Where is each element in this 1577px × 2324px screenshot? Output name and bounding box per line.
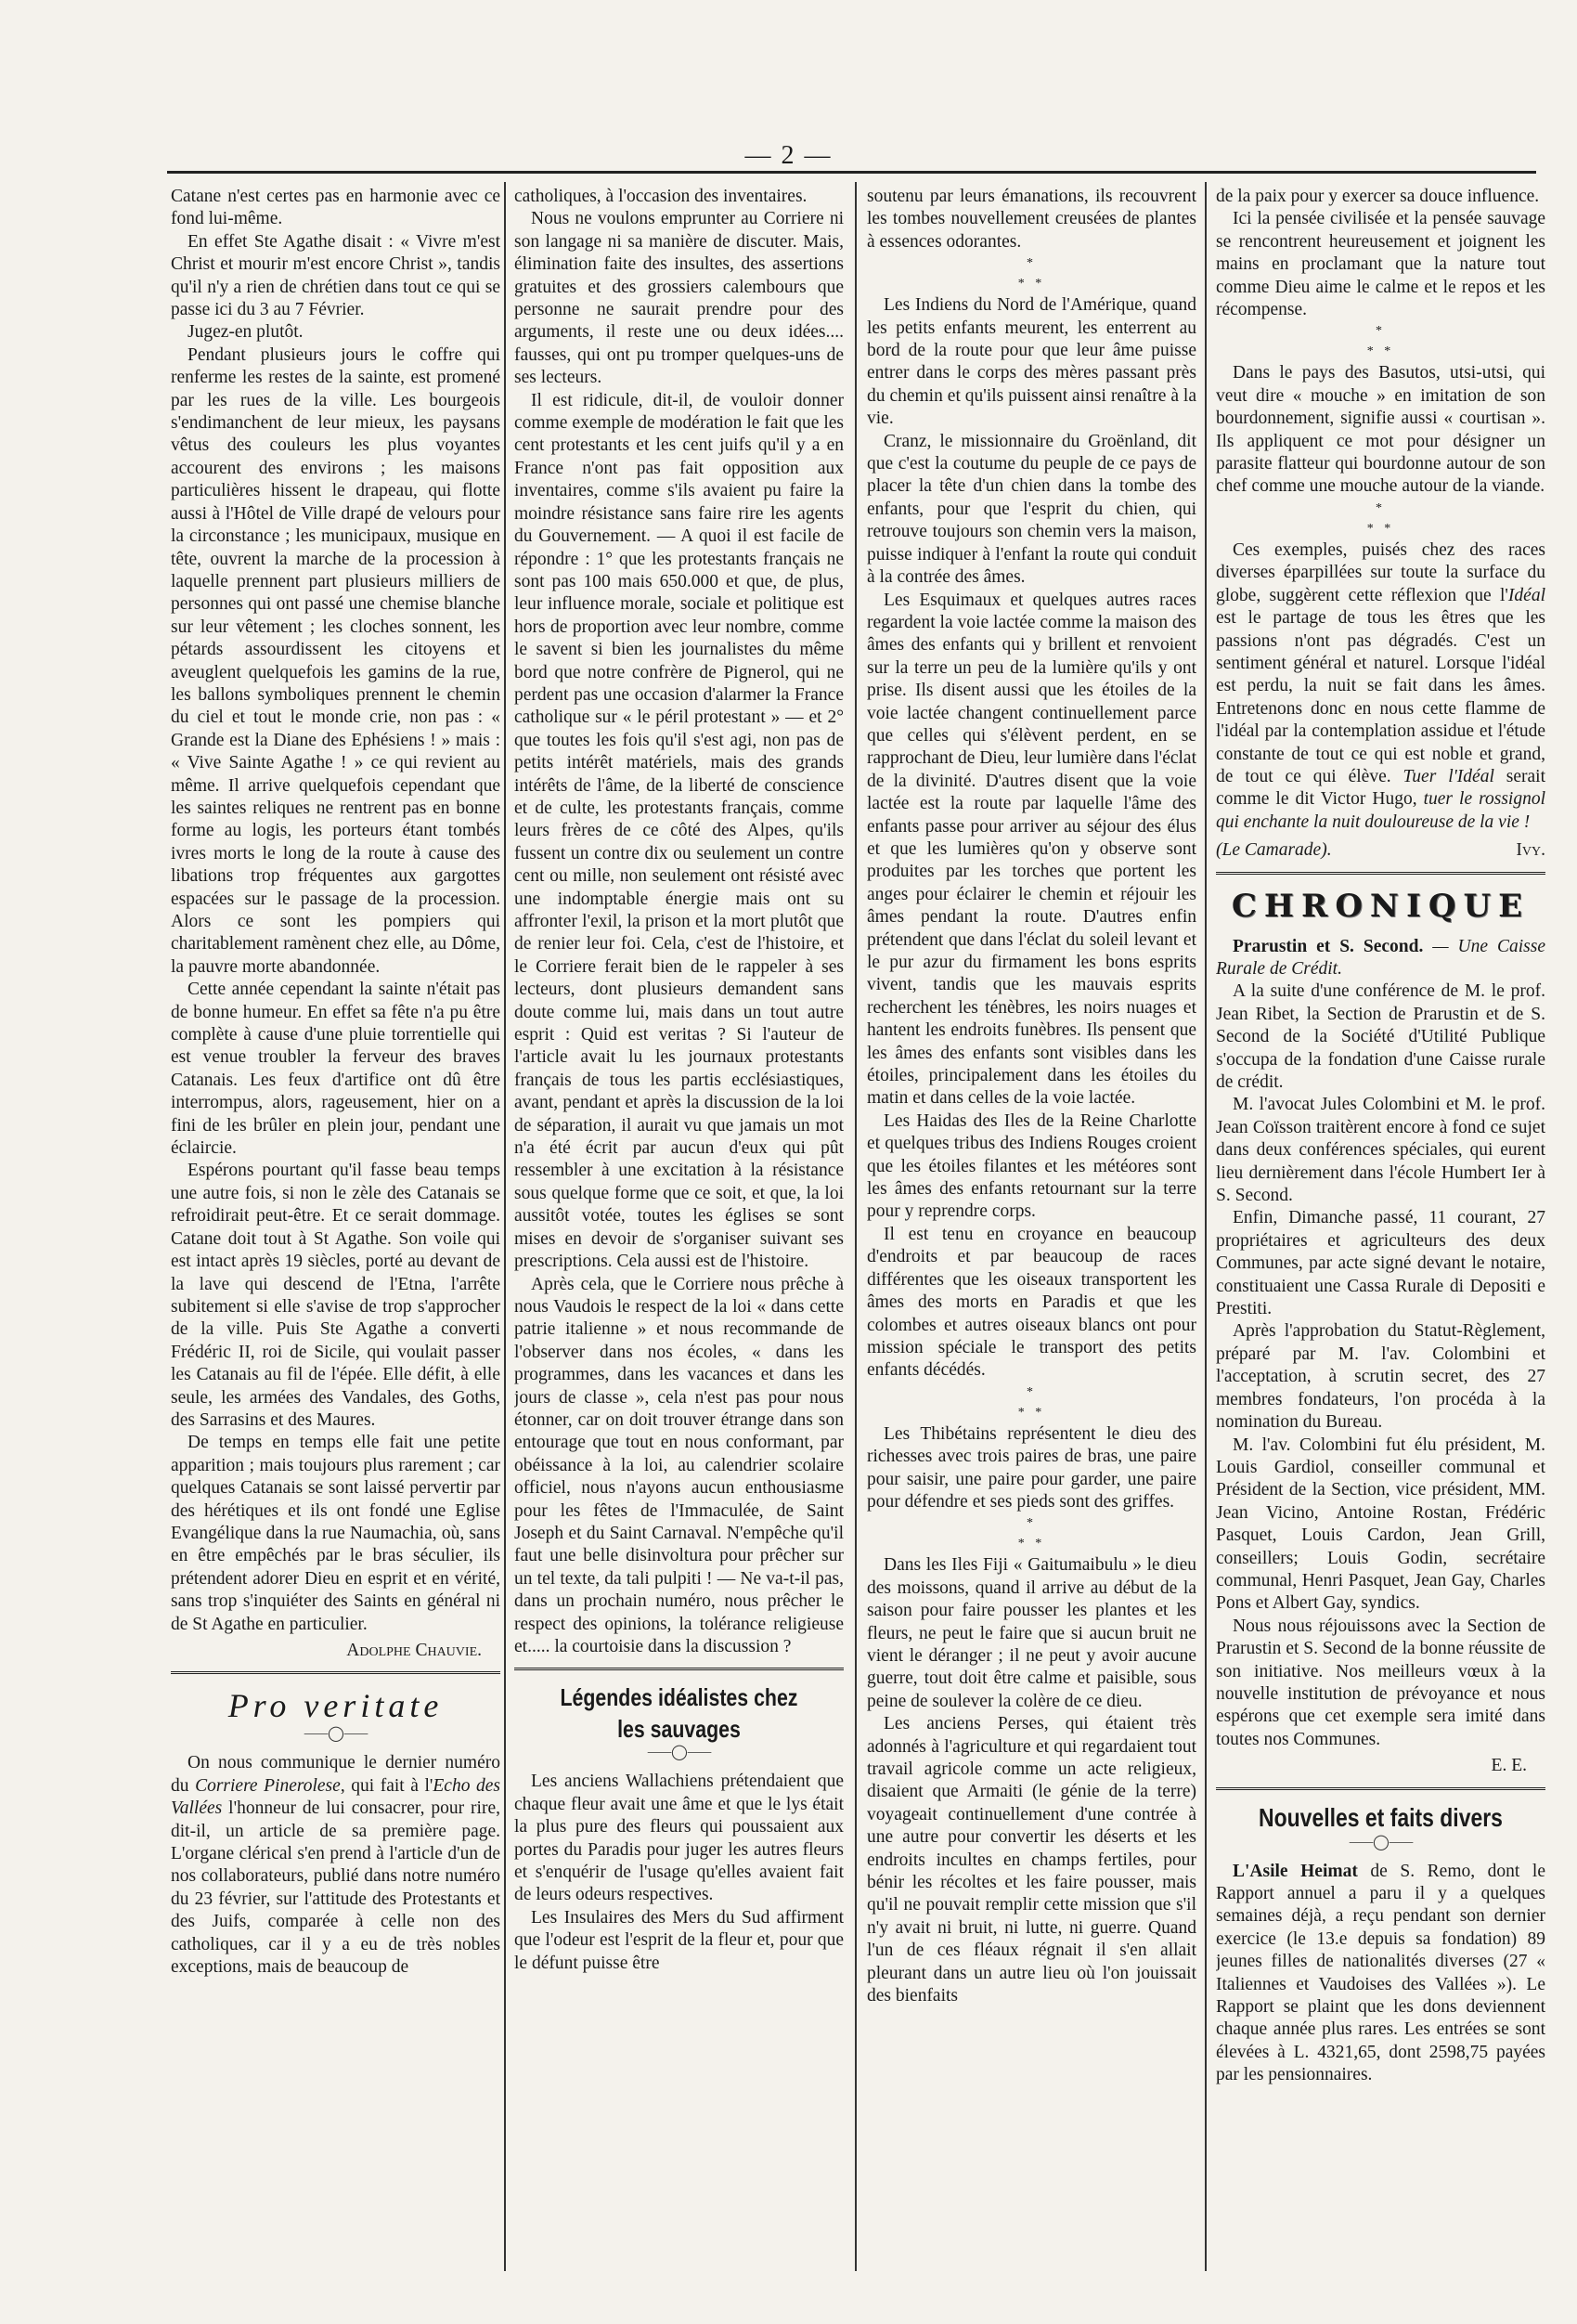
run-in-heading: Prarustin et S. Second. (1233, 936, 1424, 956)
heading-text: Légendes idéalistes chez les sauvages (560, 1683, 798, 1744)
paragraph: Jugez-en plutôt. (187, 322, 304, 343)
author-signature: Ivy. (1516, 840, 1545, 861)
asterism-icon: * * * (1017, 256, 1046, 292)
paragraph: catholiques, à l'occasion des inventaires. (514, 187, 808, 206)
asterism-icon: * * * (1366, 324, 1395, 359)
paragraph: En effet Ste Agathe disait : « Vivre m'est Christ et mourir m'est encore Christ », tandis qu'il n'y a rien de chrétien dans tout ce qui se passe ici du 3 au 7 Février. (171, 231, 500, 320)
heading-text: Pro veritate (227, 1687, 444, 1725)
paragraph: Cette année cependant la sainte n'était pas de bonne humeur. En effet sa fête n'a pu être complète à cause d'une pluie torrentielle qui est venue troubler la ferveur des braves Catanais. Les feux d'artifice ont dû être interrompus, alors, rageusement, hier on a fini de les brûler en plein jour, pendant une éclaircie. (171, 980, 500, 1159)
heading-text: CHRONIQUE (1231, 887, 1531, 925)
text-run: Echo des Vallées (171, 1775, 500, 1819)
paragraph (1216, 936, 1545, 981)
paragraph: Les Indiens du Nord de l'Amérique, quand les petits enfants meurent, les enterrent au bord de la route pour que leur âme puisse entrer dans le corps des mères passant près du chemin et qu'ils puissent ainsi renaître à la vie. (867, 295, 1196, 429)
paragraph: soutenu par leurs émanations, ils recouvrent les tombes nouvellement creusées de plantes à essences odorantes. (867, 187, 1196, 252)
text-run: , qui fait à l' (340, 1775, 433, 1796)
text-run: serait comme le dit Victor Hugo, (1216, 766, 1545, 810)
paragraph: Ici la pensée civilisée et la pensée sauvage se rencontrent heureusement et joignent les mains en proclamant que la nature tout comme Dieu aime le calme et le repos et les récompense. (1216, 209, 1545, 320)
paragraph: de la paix pour y exercer sa douce influence. (1216, 187, 1540, 206)
text-run: Ces exemples, puisés chez des races diverses éparpillées sur toute la surface du globe, suggèrent cette réflexion que l' (1216, 539, 1545, 605)
section-heading-chronique (1216, 886, 1545, 927)
run-in-heading: L'Asile Heimat (1233, 1861, 1358, 1881)
section-divider (1216, 872, 1545, 875)
section-divider (171, 1671, 500, 1674)
column-3 (867, 186, 1196, 2266)
ornament-icon: ⸺◯⸺ (303, 1726, 368, 1743)
paragraph: Il est tenu en croyance en beaucoup d'endroits et par beaucoup de races différentes que les oiseaux transportent les âmes des morts en Paradis et que les colombes et autres oiseaux blancs ont pour mission spéciale le transport des petits enfants décédés. (867, 1224, 1196, 1381)
paragraph: Les Esquimaux et quelques autres races regardent la voie lactée comme la maison des âmes des enfants qui y brillent et renvoient sur la terre un peu de la lumière qu'ils y ont prise. Ils disent aussi que les étoiles de la voie lactée changent continuellement parce que celles qui s'élèvent perdent, en se rapprochant de Dieu, leur lumière dans l'éclat de la divinité. D'autres disent que la voie lactée est la route par laquelle l'âme des enfants passe pour arriver au séjour des élus et que les lumières qu'on y observe sont produites par les torches que portent les anges pour éclairer le chemin et réjouir les âmes pendant la route. D'autres enfin prétendent que dans l'éclat du soleil levant et le pur azur du firmament les bons esprits vivent, tandis que les mauvais esprits recherchent les ténèbres, les noirs nuages et hantent les endroits funèbres. Ils pensent que les âmes des enfants sont visibles dans les étoiles, principalement dans les étoiles du matin et dans celles de la voie lactée. (867, 590, 1196, 1109)
paragraph: A la suite d'une conférence de M. le prof. Jean Ribet, la Section de Prarustin et de S. Second de la Société d'Utilité Publique s'occupa de la fondation d'une Caisse rurale de crédit. (1216, 981, 1545, 1092)
author-signature: E. E. (1491, 1756, 1527, 1776)
section-divider (1216, 1787, 1545, 1790)
section-divider (514, 1668, 844, 1670)
paragraph: Les Thibétains représentent le dieu des richesses avec trois paires de bras, une paire pour saisir, une paire pour garder, une paire pour défendre et ses pieds sont des griffes. (867, 1423, 1196, 1512)
paragraph: Les anciens Perses, qui étaient très adonnés à l'agriculture et qui regardaient tout travail agricole comme un acte religieux, disaient que Armaiti (le génie de la terre) voyageait continuellement d'une contrée à une autre pour convertir les déserts et les endroits incultes en champs fertiles, pour bénir les récoltes et les faire pousser, mais qu'il ne pouvait remplir cette mission que s'il n'y avait ni bruit, ni lutte, ni guerre. Quand l'un de ces fléaux régnait il s'en allait pleurant dans un autre lieu où l'on jouissait des bienfaits (867, 1714, 1196, 2006)
page-number: — 2 — (744, 141, 833, 170)
paragraph: Espérons pourtant qu'il fasse beau temps une autre fois, si non le zèle des Catanais se refroidirait peut-être. Et ce serait dommage. Catane doit tout à St Agathe. Son voile qui est intact après 19 siècles, porté au devant de la lave qui descend de l'Etna, l'arrête subitement si elle s'avise de trop s'approcher de la ville. Puis Ste Agathe a converti Frédéric II, roi de Sicile, qui voulait passer les Catanais au fil de l'épée. Elle défit, à elle seule, les armées des Vandales, des Goths, des Sarrasins et des Maures. (171, 1161, 500, 1430)
text-run: On nous communique le dernier numéro du (171, 1753, 500, 1796)
paragraph: Après cela, que le Corriere nous prêche à nous Vaudois le respect de la loi « dans cette patrie italienne » et nous recommande de l'observer dans nos écoles, « dans les programmes, dans les vacances et dans les jours de classe », cela n'est pas pour nous étonner, car on doit trouver étrange dans son entourage que tout en nous conformant, par obéissance à la loi, au calendrier scolaire officiel, nous n'ayons aucun enthousiasme pour les fêtes de l'Immaculée, de Saint Joseph et du Saint Carnaval. N'empêche qu'il faut une belle disinvoltura pour prêcher sur un tel texte, da tali pulpiti ! — Ne va-t-il pas, dans un prochain numéro, nous prêcher le respect des opinions, la tolérance religieuse et..... la courtoisie dans la discussion ? (514, 1274, 844, 1656)
column-rule-3 (1205, 182, 1207, 2271)
paragraph: Les Haidas des Iles de la Reine Charlotte et quelques tribus des Indiens Rouges croient que les étoiles filantes et les météores sont les âmes des enfants retournant sur la terre pour y reprendre corps. (867, 1110, 1196, 1222)
paragraph: Enfin, Dimanche passé, 11 courant, 27 propriétaires et agriculteurs des deux Communes, par acte signé devant le notaire, constituaient une Cassa Rurale di Depositi e Prestiti. (1216, 1208, 1545, 1319)
paragraph: M. l'av. Colombini fut élu président, M. Louis Gardiol, conseiller communal et Président de la Section, vice président, MM. Jean Vicino, Antoine Rostan, Frédéric Pasquet, Louis Cardon, Jean Grill, conseillers; Louis Godin, secrétaire communal, Henri Pasquet, Jean Gay, Charles Pons et Albert Gay, syndics. (1216, 1435, 1545, 1614)
column-1 (171, 186, 500, 2266)
asterism-icon: * * * (1017, 1384, 1046, 1420)
source-line (1216, 839, 1545, 862)
asterism-icon: * * * (1366, 500, 1395, 536)
paragraph: M. l'avocat Jules Colombini et M. le prof. Jean Coïsson traitèrent encore à fond ce sujet dans deux conférences spéciales, qui eurent lieu dernièrement dans l'école Humbert Ier à S. Second. (1216, 1095, 1545, 1206)
text-run: — Une Caisse Rurale de Crédit. (1216, 936, 1545, 979)
paragraph (1216, 539, 1545, 834)
paragraph: Nous ne voulons emprunter au Corriere ni son langage ni sa manière de discuter. Mais, élimination faite des insultes, des assertions gratuites et des grossiers calembours que personne ne saurait prendre pour des arguments, il reste une ou deux idées.... fausses, qui ont pu tromper quelques-uns de ses lecteurs. (514, 209, 844, 388)
paragraph (1216, 1861, 1545, 2087)
text-run: Tuer l'Idéal (1402, 766, 1494, 786)
section-heading-pro-veritate (171, 1685, 500, 1743)
paragraph (171, 1752, 500, 1979)
paragraph: Nous nous réjouissons avec la Section de Prarustin et S. Second de la bonne réussite de son initiative. Nos meilleurs vœux à la nouvelle institution de prévoyance et nous espérons que cet exemple sera imité dans toutes nos Communes. (1216, 1616, 1545, 1749)
paragraph: De temps en temps elle fait une petite apparition ; mais toujours plus rarement ; car quelques Catanais se sont laissé pervertir par des hérétiques et ils ont fondé une Eglise Evangélique dans la rue Naumachia, où, sans en être empêchés par le bras séculier, ils prétendent adorer Dieu en esprit et en vérité, sans trop s'inquiéter des Saints en général ni de St Agathe en particulier. (171, 1433, 500, 1634)
paragraph: Les anciens Wallachiens prétendaient que chaque fleur avait une âme et que le lys était la plus pure des fleurs qui poussaient aux portes du Paradis pour juger les autres fleurs et s'enquérir de l'usage qu'elles avaient fait de leurs odeurs respectives. (514, 1772, 844, 1905)
heading-text: Nouvelles et faits divers (1259, 1802, 1503, 1832)
top-rule (167, 171, 1536, 174)
ornament-icon: ⸺◯⸺ (646, 1745, 712, 1761)
column-rule-1 (504, 182, 506, 2271)
text-run: de S. Remo, dont le Rapport annuel a paru il y a quelques semaines déjà, a reçu pendant son dernier exercice (le 13.e depuis sa fondation) 89 jeunes filles de nationalités diverses (27 « Italiennes et Vaudoises des Vallées »). Le Rapport se plaint que les dons deviennent chaque année plus rares. Les entrées se sont élevées à L. 4321,65, dont 2598,75 payées par les pensionnaires. (1216, 1861, 1545, 2085)
text-run: tuer le rossignol qui enchante la nuit douloureuse de la vie ! (1216, 789, 1545, 832)
column-2 (514, 186, 844, 2266)
paragraph: Dans le pays des Basutos, utsi-utsi, qui veut dire « mouche » en imitation de son bourdonnement, signifie aussi « courtisan ». Ils appliquent ce mot pour désigner un parasite flatteur qui bourdonne autour de son chef comme une mouche autour de la viande. (1216, 363, 1545, 497)
column-4 (1216, 186, 1545, 2266)
paragraph: Cranz, le missionnaire du Groënland, dit que c'est la coutume du peuple de ce pays de placer la tête d'un chien dans la tombe des enfants, pour que l'esprit du chien, qui retrouve toujours son chemin vers la maison, puisse indiquer à l'enfant la route qui conduit à la contrée des âmes. (867, 431, 1196, 588)
paragraph: Pendant plusieurs jours le coffre qui renferme les restes de la sainte, est promené par les rues de la ville. Les bourgeois s'endimanchent de leur mieux, les paysans vêtus des couleurs les plus voyantes accourent des environs ; les maisons particulières hissent le drapeau, qui flotte aussi à l'Hôtel de Ville drapé de velours pour la circonstance ; les municipaux, musique en tête, ouvrent la marche de la procession à laquelle prennent part plusieurs milliers de personnes qui ont passé une chemise blanche sur leur vêtement ; les cloches sonnent, les pétards assourdissent les citoyens et aveuglent quelquefois les gamins de la rue, les ballons symboliques prennent le chemin du ciel et tout le monde crie, non pas : « Grande est la Diane des Ephésiens ! » mais : « Vive Sainte Agathe ! » ce qui revient au même. Il arrive quelquefois cependant que les saintes reliques ne rentrent pas en bonne forme au logis, les porteurs étant tombés ivres morts le long de la route à cause des libations trop fréquentes aux gargottes espacées sur le passage de la procession. Alors ce sont les pompiers qui charitablement ramènent chez elle, au Dôme, la pauvre morte abandonnée. (171, 344, 500, 977)
paragraph: Après l'approbation du Statut-Règlement, préparé par M. l'av. Colombini et l'acceptation, à scrutin secret, des 27 membres fondateurs, l'on procéda à la nomination du Bureau. (1216, 1321, 1545, 1433)
author-signature: Adolphe Chauvie. (346, 1641, 482, 1660)
column-rule-2 (855, 182, 857, 2271)
section-heading-legendes (514, 1681, 844, 1761)
paragraph: Il est ridicule, dit-il, de vouloir donner comme exemple de modération le fait que les cent protestants et les cent juifs qu'il y a en France n'ont pas fait opposition aux inventaires, comme s'ils avaient pu faire la moindre résistance sans faire rire les agents du Gouvernement. — A quoi il est facile de répondre : 1° que les protestants français ne sont pas 100 mais 650.000 et que, de plus, leur influence morale, sociale et politique est hors de proportion avec leur nombre, comme le savent si bien les journalistes du même bord que notre confrère de Pignerol, qui ne perdent pas une occasion d'alarmer la France catholique sur « le péril protestant » — et 2° que toutes les fois qu'il s'est agi, non pas de petits intérêt matériels, mais des grands intérêts de l'âme, de la liberté de conscience et de culte, les protestants français, comme leurs frères de ce côté des Alpes, qu'ils fussent un contre dix ou seulement un contre cent ou mille, non seulement ont résisté avec une indomptable énergie mais ont su affronter l'exil, la prison et la mort plutôt que de renier leur foi. Cela, c'est de l'histoire, et le Corriere ferait bien de le rappeler à ses lecteurs, dont plusieurs demandent sans doute comme lui, mais dans un tout autre esprit : Quid est veritas ? Si l'auteur de l'article avait lu les journaux protestants français de tous les partis ecclésiastiques, avant, pendant et après la discussion de la loi de séparation, il aurait vu que jamais un mot n'a été écrit par aucun d'eux qui pût ressembler à une excitation à la résistance sous quelque forme que ce soit, et que, la loi aussitôt votée, toutes les églises se sont mises en devoir de s'organiser suivant ses prescriptions. Cela aussi est de l'histoire. (514, 390, 844, 1272)
paragraph: Dans les Iles Fiji « Gaitumaibulu » le dieu des moissons, quand il arrive au début de la saison pour faire pousser les plantes et les fleurs, ne peut le faire que si aucun bruit ne vient le déranger ; il ne peut y avoir aucune guerre, tout doit être calme et paisible, sous peine de soulever la colère de ce dieu. (867, 1555, 1196, 1711)
text-run: est le partage de tous les êtres que les passions n'ont pas dégradés. C'est un sentiment général et naturel. Lorsque l'idéal est perdu, la nuit se fait dans les âmes. Entretenons donc en nous cette flamme de l'idéal par la contemplation assidue et l'étude constante de tout ce qui est noble et grand, de tout ce qui élève. (1216, 608, 1545, 786)
ornament-icon: ⸺◯⸺ (1348, 1834, 1414, 1850)
section-heading-nouvelles (1216, 1801, 1545, 1851)
source-credit: (Le Camarade). (1216, 840, 1332, 861)
text-run: Idéal (1507, 585, 1545, 605)
paragraph: Catane n'est certes pas en harmonie avec ce fond lui-même. (171, 187, 500, 229)
text-run: l'honneur de lui consacrer, pour rire, dit-il, un article de sa première page. L'organe clérical s'en prend à l'article d'un de nos collaborateurs, publié dans notre numéro du 23 février, sur l'attitude des Protestants et des Juifs, comparée à celle non des catholiques, car il y a eu de très nobles exceptions, mais de beaucoup de (171, 1798, 500, 1978)
asterism-icon: * * * (1017, 1516, 1046, 1551)
paragraph: Les Insulaires des Mers du Sud affirment que l'odeur est l'esprit de la fleur et, pour que le défunt puisse être (514, 1907, 844, 1973)
text-run: Corriere Pinerolese (195, 1775, 341, 1796)
